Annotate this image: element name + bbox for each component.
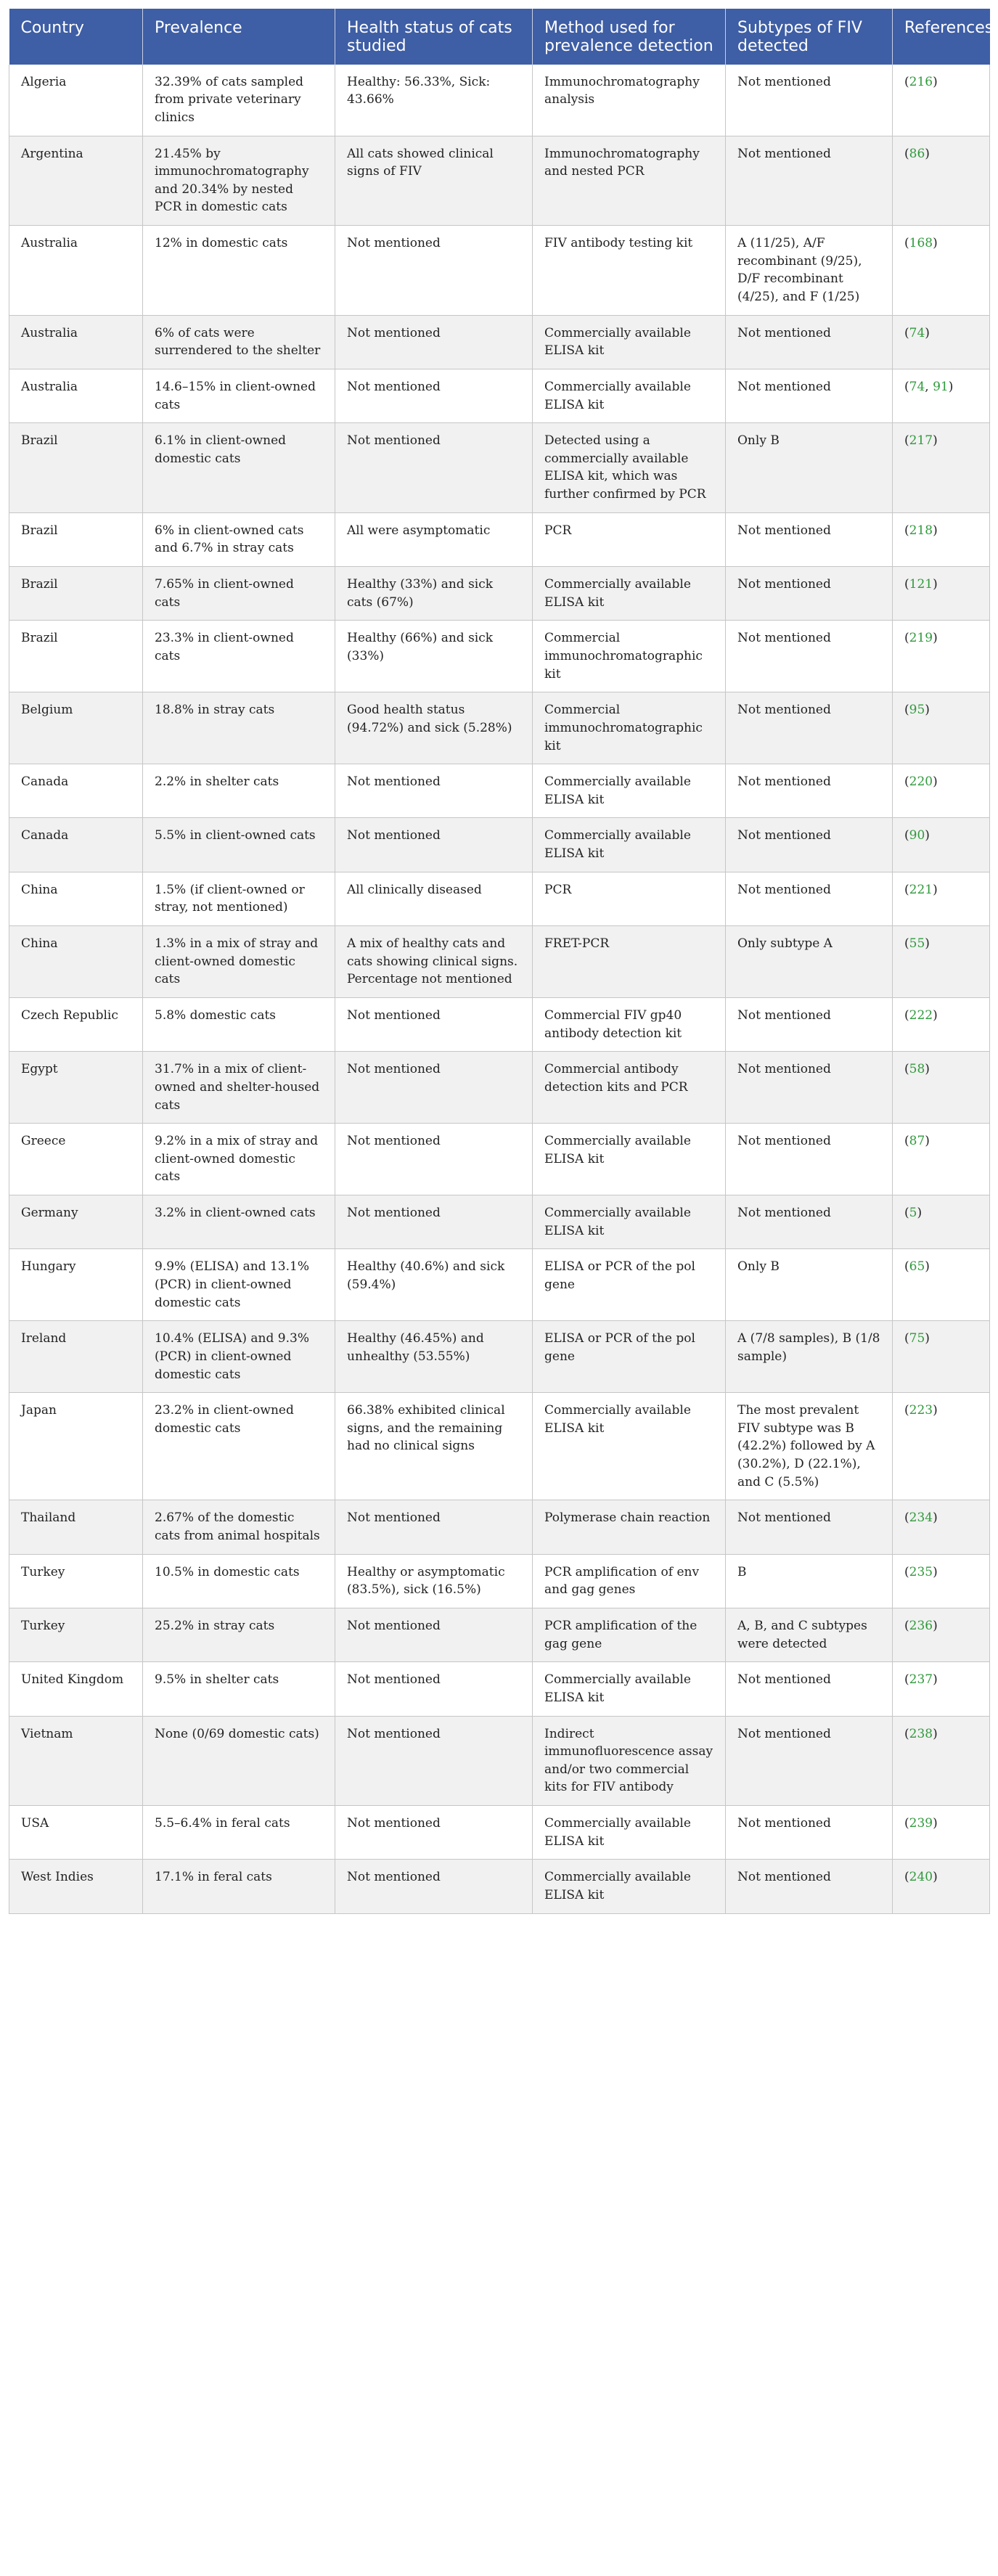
- references-cell: (74): [893, 315, 990, 369]
- table-row: [9, 872, 990, 925]
- method-cell: ELISA or PCR of the pol gene: [533, 1249, 726, 1321]
- method-cell: PCR: [533, 872, 726, 925]
- health-status-cell: Not mentioned: [335, 997, 533, 1051]
- health-status-cell: Not mentioned: [335, 1124, 533, 1195]
- reference-link[interactable]: 216: [909, 74, 933, 89]
- method-cell: Commercially available ELISA kit: [533, 567, 726, 621]
- subtypes-cell: Not mentioned: [726, 1124, 893, 1195]
- reference-link[interactable]: 235: [909, 1564, 933, 1579]
- subtypes-cell: Not mentioned: [726, 764, 893, 818]
- country-cell: Belgium: [9, 692, 143, 764]
- header-health-status: Health status of cats studied: [335, 9, 533, 65]
- reference-link[interactable]: 95: [909, 703, 925, 718]
- method-cell: Immunochromatography analysis: [533, 65, 726, 136]
- health-status-cell: Not mentioned: [335, 315, 533, 369]
- country-cell: Australia: [9, 226, 143, 316]
- table-row: [9, 512, 990, 566]
- table-row: [9, 369, 990, 422]
- table-header: [9, 9, 994, 65]
- references-cell: (234): [893, 1500, 990, 1554]
- reference-link[interactable]: 55: [909, 936, 925, 952]
- country-cell: West Indies: [9, 1860, 143, 1913]
- references-cell: (236): [893, 1608, 990, 1661]
- references-cell: (95): [893, 692, 990, 764]
- country-cell: Algeria: [9, 65, 143, 136]
- prevalence-cell: 9.9% (ELISA) and 13.1% (PCR) in client-owned domestic cats: [143, 1249, 335, 1321]
- country-cell: Argentina: [9, 136, 143, 226]
- references-cell: (235): [893, 1554, 990, 1608]
- country-cell: Ireland: [9, 1321, 143, 1393]
- references-cell: (237): [893, 1662, 990, 1716]
- prevalence-cell: 21.45% by immunochromatography and 20.34% by nested PCR in domestic cats: [143, 136, 335, 226]
- prevalence-cell: 2.2% in shelter cats: [143, 764, 335, 818]
- subtypes-cell: The most prevalent FIV subtype was B (42.2%) followed by A (30.2%), D (22.1%), and C (5.5%): [726, 1393, 893, 1500]
- references-cell: (218): [893, 512, 990, 566]
- method-cell: Commercially available ELISA kit: [533, 1124, 726, 1195]
- reference-link[interactable]: 234: [909, 1510, 933, 1526]
- country-cell: Brazil: [9, 621, 143, 692]
- subtypes-cell: Not mentioned: [726, 567, 893, 621]
- prevalence-cell: None (0/69 domestic cats): [143, 1716, 335, 1806]
- prevalence-cell: 14.6–15% in client-owned cats: [143, 369, 335, 422]
- reference-link[interactable]: 5: [909, 1206, 917, 1221]
- reference-link[interactable]: 219: [909, 631, 933, 646]
- country-cell: Canada: [9, 818, 143, 872]
- health-status-cell: Healthy (40.6%) and sick (59.4%): [335, 1249, 533, 1321]
- country-cell: China: [9, 926, 143, 998]
- prevalence-cell: 10.5% in domestic cats: [143, 1554, 335, 1608]
- subtypes-cell: B: [726, 1554, 893, 1608]
- header-subtypes: Subtypes of FIV detected: [726, 9, 893, 65]
- health-status-cell: Not mentioned: [335, 1860, 533, 1913]
- reference-link[interactable]: 239: [909, 1816, 933, 1831]
- method-cell: FRET-PCR: [533, 926, 726, 998]
- table-row: [9, 65, 990, 136]
- references-cell: (65): [893, 1249, 990, 1321]
- method-cell: Commercially available ELISA kit: [533, 1195, 726, 1249]
- country-cell: Vietnam: [9, 1716, 143, 1806]
- references-cell: (168): [893, 226, 990, 316]
- prevalence-cell: 7.65% in client-owned cats: [143, 567, 335, 621]
- prevalence-cell: 18.8% in stray cats: [143, 692, 335, 764]
- reference-link[interactable]: 221: [909, 882, 933, 897]
- header-references: References: [893, 9, 990, 65]
- table-row: [9, 1716, 990, 1806]
- table-row: [9, 1554, 990, 1608]
- method-cell: Commercially available ELISA kit: [533, 1393, 726, 1500]
- subtypes-cell: Only subtype A: [726, 926, 893, 998]
- header-method: Method used for prevalence detection: [533, 9, 726, 65]
- health-status-cell: All clinically diseased: [335, 872, 533, 925]
- subtypes-cell: Not mentioned: [726, 1052, 893, 1124]
- references-cell: (217): [893, 423, 990, 513]
- references-cell: (87): [893, 1124, 990, 1195]
- references-cell: (5): [893, 1195, 990, 1249]
- country-cell: Hungary: [9, 1249, 143, 1321]
- table-row: [9, 692, 990, 764]
- table-row: [9, 926, 990, 998]
- references-cell: (58): [893, 1052, 990, 1124]
- prevalence-cell: 2.67% of the domestic cats from animal hospitals: [143, 1500, 335, 1554]
- method-cell: Commercially available ELISA kit: [533, 764, 726, 818]
- health-status-cell: Healthy or asymptomatic (83.5%), sick (16.5%): [335, 1554, 533, 1608]
- subtypes-cell: Only B: [726, 423, 893, 513]
- method-cell: Commercially available ELISA kit: [533, 1860, 726, 1913]
- health-status-cell: Not mentioned: [335, 764, 533, 818]
- reference-link[interactable]: 220: [909, 774, 933, 790]
- reference-link[interactable]: 74: [909, 325, 925, 340]
- prevalence-cell: 17.1% in feral cats: [143, 1860, 335, 1913]
- method-cell: Commercially available ELISA kit: [533, 818, 726, 872]
- prevalence-cell: 23.2% in client-owned domestic cats: [143, 1393, 335, 1500]
- method-cell: Immunochromatography and nested PCR: [533, 136, 726, 226]
- references-cell: (86): [893, 136, 990, 226]
- health-status-cell: Healthy: 56.33%, Sick: 43.66%: [335, 65, 533, 136]
- table-row: [9, 1195, 990, 1249]
- table-row: [9, 1500, 990, 1554]
- prevalence-cell: 3.2% in client-owned cats: [143, 1195, 335, 1249]
- subtypes-cell: Not mentioned: [726, 136, 893, 226]
- prevalence-cell: 25.2% in stray cats: [143, 1608, 335, 1661]
- country-cell: China: [9, 872, 143, 925]
- table-row: [9, 764, 990, 818]
- table-row: [9, 315, 990, 369]
- table-row: [9, 1124, 990, 1195]
- references-cell: (221): [893, 872, 990, 925]
- prevalence-cell: 6% in client-owned cats and 6.7% in stray cats: [143, 512, 335, 566]
- country-cell: Australia: [9, 369, 143, 422]
- health-status-cell: Healthy (46.45%) and unhealthy (53.55%): [335, 1321, 533, 1393]
- references-cell: (75): [893, 1321, 990, 1393]
- health-status-cell: Not mentioned: [335, 369, 533, 422]
- table-row: [9, 1249, 990, 1321]
- prevalence-cell: 1.3% in a mix of stray and client-owned domestic cats: [143, 926, 335, 998]
- country-cell: Czech Republic: [9, 997, 143, 1051]
- references-cell: (55): [893, 926, 990, 998]
- method-cell: Commercial immunochromatographic kit: [533, 621, 726, 692]
- method-cell: ELISA or PCR of the pol gene: [533, 1321, 726, 1393]
- header-row: [9, 9, 990, 65]
- health-status-cell: Not mentioned: [335, 226, 533, 316]
- subtypes-cell: Not mentioned: [726, 1662, 893, 1716]
- reference-link[interactable]: 238: [909, 1726, 933, 1741]
- references-cell: (220): [893, 764, 990, 818]
- subtypes-cell: Not mentioned: [726, 1500, 893, 1554]
- health-status-cell: Not mentioned: [335, 1662, 533, 1716]
- subtypes-cell: Not mentioned: [726, 1860, 893, 1913]
- country-cell: United Kingdom: [9, 1662, 143, 1716]
- fiv-prevalence-table: [9, 9, 994, 1914]
- references-cell: (239): [893, 1806, 990, 1860]
- health-status-cell: A mix of healthy cats and cats showing clinical signs. Percentage not mentioned: [335, 926, 533, 998]
- country-cell: USA: [9, 1806, 143, 1860]
- subtypes-cell: Not mentioned: [726, 818, 893, 872]
- header-prevalence: Prevalence: [143, 9, 335, 65]
- country-cell: Brazil: [9, 567, 143, 621]
- health-status-cell: Not mentioned: [335, 1806, 533, 1860]
- method-cell: FIV antibody testing kit: [533, 226, 726, 316]
- method-cell: Detected using a commercially available ELISA kit, which was further confirmed by PCR: [533, 423, 726, 513]
- table-row: [9, 818, 990, 872]
- table-row: [9, 1393, 990, 1500]
- subtypes-cell: Not mentioned: [726, 872, 893, 925]
- header-country: Country: [9, 9, 143, 65]
- subtypes-cell: Only B: [726, 1249, 893, 1321]
- reference-link[interactable]: 236: [909, 1618, 933, 1633]
- reference-link[interactable]: 168: [909, 236, 933, 251]
- reference-link[interactable]: 218: [909, 523, 933, 538]
- reference-link[interactable]: 87: [909, 1134, 925, 1149]
- reference-link[interactable]: 240: [909, 1870, 933, 1885]
- subtypes-cell: Not mentioned: [726, 369, 893, 422]
- subtypes-cell: A (11/25), A/F recombinant (9/25), D/F recombinant (4/25), and F (1/25): [726, 226, 893, 316]
- subtypes-cell: Not mentioned: [726, 65, 893, 136]
- reference-link[interactable]: 91: [933, 379, 949, 394]
- method-cell: Commercial immunochromatographic kit: [533, 692, 726, 764]
- country-cell: Brazil: [9, 512, 143, 566]
- prevalence-cell: 9.2% in a mix of stray and client-owned domestic cats: [143, 1124, 335, 1195]
- references-cell: (222): [893, 997, 990, 1051]
- reference-link[interactable]: 121: [909, 577, 933, 592]
- health-status-cell: Not mentioned: [335, 1500, 533, 1554]
- country-cell: Greece: [9, 1124, 143, 1195]
- reference-link[interactable]: 74: [909, 379, 925, 394]
- health-status-cell: All were asymptomatic: [335, 512, 533, 566]
- table-row: [9, 226, 990, 316]
- subtypes-cell: A, B, and C subtypes were detected: [726, 1608, 893, 1661]
- reference-link[interactable]: 222: [909, 1007, 933, 1023]
- health-status-cell: Not mentioned: [335, 423, 533, 513]
- prevalence-cell: 5.8% domestic cats: [143, 997, 335, 1051]
- table-row: [9, 136, 990, 226]
- prevalence-cell: 12% in domestic cats: [143, 226, 335, 316]
- country-cell: Egypt: [9, 1052, 143, 1124]
- prevalence-cell: 32.39% of cats sampled from private veterinary clinics: [143, 65, 335, 136]
- subtypes-cell: Not mentioned: [726, 315, 893, 369]
- prevalence-cell: 5.5–6.4% in feral cats: [143, 1806, 335, 1860]
- method-cell: Commercial antibody detection kits and PCR: [533, 1052, 726, 1124]
- prevalence-cell: 23.3% in client-owned cats: [143, 621, 335, 692]
- country-cell: Turkey: [9, 1554, 143, 1608]
- reference-link[interactable]: 58: [909, 1062, 925, 1077]
- subtypes-cell: Not mentioned: [726, 997, 893, 1051]
- method-cell: PCR amplification of env and gag genes: [533, 1554, 726, 1608]
- country-cell: Canada: [9, 764, 143, 818]
- country-cell: Australia: [9, 315, 143, 369]
- table-row: [9, 1321, 990, 1393]
- method-cell: Commercial FIV gp40 antibody detection kit: [533, 997, 726, 1051]
- table-row: [9, 567, 990, 621]
- subtypes-cell: Not mentioned: [726, 512, 893, 566]
- method-cell: Indirect immunofluorescence assay and/or two commercial kits for FIV antibody: [533, 1716, 726, 1806]
- health-status-cell: Healthy (33%) and sick cats (67%): [335, 567, 533, 621]
- health-status-cell: Good health status (94.72%) and sick (5.28%): [335, 692, 533, 764]
- method-cell: Commercially available ELISA kit: [533, 315, 726, 369]
- method-cell: Commercially available ELISA kit: [533, 1806, 726, 1860]
- health-status-cell: Not mentioned: [335, 1716, 533, 1806]
- reference-link[interactable]: 223: [909, 1403, 933, 1418]
- references-cell: (121): [893, 567, 990, 621]
- prevalence-cell: 5.5% in client-owned cats: [143, 818, 335, 872]
- method-cell: Commercially available ELISA kit: [533, 1662, 726, 1716]
- reference-link[interactable]: 86: [909, 146, 925, 161]
- subtypes-cell: Not mentioned: [726, 1716, 893, 1806]
- prevalence-cell: 9.5% in shelter cats: [143, 1662, 335, 1716]
- reference-link[interactable]: 75: [909, 1331, 925, 1346]
- country-cell: Turkey: [9, 1608, 143, 1661]
- country-cell: Germany: [9, 1195, 143, 1249]
- references-cell: (74, 91): [893, 369, 990, 422]
- country-cell: Thailand: [9, 1500, 143, 1554]
- method-cell: PCR amplification of the gag gene: [533, 1608, 726, 1661]
- method-cell: PCR: [533, 512, 726, 566]
- health-status-cell: Not mentioned: [335, 1052, 533, 1124]
- reference-link[interactable]: 90: [909, 828, 925, 843]
- table-row: [9, 621, 990, 692]
- health-status-cell: Not mentioned: [335, 818, 533, 872]
- subtypes-cell: Not mentioned: [726, 621, 893, 692]
- prevalence-cell: 31.7% in a mix of client-owned and shelter-housed cats: [143, 1052, 335, 1124]
- references-cell: (238): [893, 1716, 990, 1806]
- prevalence-cell: 6.1% in client-owned domestic cats: [143, 423, 335, 513]
- references-cell: (223): [893, 1393, 990, 1500]
- table-row: [9, 1052, 990, 1124]
- table-row: [9, 1608, 990, 1661]
- references-cell: (216): [893, 65, 990, 136]
- method-cell: Commercially available ELISA kit: [533, 369, 726, 422]
- prevalence-cell: 10.4% (ELISA) and 9.3% (PCR) in client-owned domestic cats: [143, 1321, 335, 1393]
- health-status-cell: Not mentioned: [335, 1608, 533, 1661]
- health-status-cell: Healthy (66%) and sick (33%): [335, 621, 533, 692]
- table-row: [9, 1662, 990, 1716]
- prevalence-cell: 6% of cats were surrendered to the shelter: [143, 315, 335, 369]
- reference-link[interactable]: 217: [909, 433, 933, 449]
- table-row: [9, 997, 990, 1051]
- reference-link[interactable]: 65: [909, 1259, 925, 1275]
- subtypes-cell: Not mentioned: [726, 1195, 893, 1249]
- table-row: [9, 423, 990, 513]
- health-status-cell: Not mentioned: [335, 1195, 533, 1249]
- subtypes-cell: Not mentioned: [726, 692, 893, 764]
- country-cell: Japan: [9, 1393, 143, 1500]
- health-status-cell: 66.38% exhibited clinical signs, and the remaining had no clinical signs: [335, 1393, 533, 1500]
- method-cell: Polymerase chain reaction: [533, 1500, 726, 1554]
- subtypes-cell: A (7/8 samples), B (1/8 sample): [726, 1321, 893, 1393]
- health-status-cell: All cats showed clinical signs of FIV: [335, 136, 533, 226]
- references-cell: (90): [893, 818, 990, 872]
- references-cell: (219): [893, 621, 990, 692]
- reference-link[interactable]: 237: [909, 1672, 933, 1688]
- table-row: [9, 1860, 990, 1913]
- subtypes-cell: Not mentioned: [726, 1806, 893, 1860]
- table-row: [9, 1806, 990, 1860]
- country-cell: Brazil: [9, 423, 143, 513]
- references-cell: (240): [893, 1860, 990, 1913]
- table-body: [9, 65, 990, 1914]
- prevalence-cell: 1.5% (if client-owned or stray, not mentioned): [143, 872, 335, 925]
